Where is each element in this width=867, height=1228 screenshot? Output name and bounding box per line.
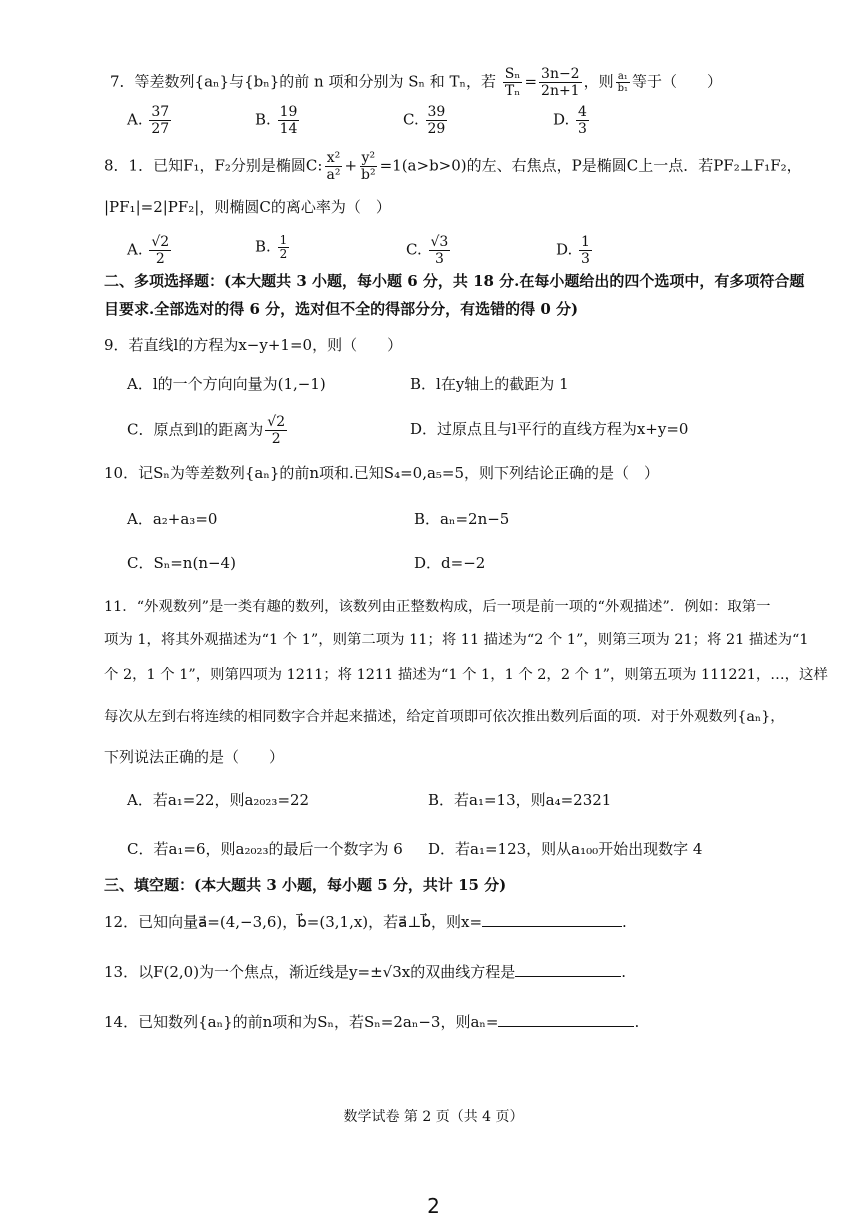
frac-den: 2 <box>279 247 288 261</box>
question-11-option-d: D．若a₁=123，则从a₁₀₀开始出现数字 4 <box>428 840 703 858</box>
answer-blank[interactable] <box>515 960 621 977</box>
question-8-line-1 <box>104 150 802 183</box>
frac-num: √2 <box>267 414 286 430</box>
question-14-text: 14．已知数列{aₙ}的前n项和为Sₙ，若Sₙ=2aₙ−3，则aₙ= <box>104 1013 499 1031</box>
question-12 <box>104 910 627 933</box>
section-2-heading-line-1: 二、多项选择题：(本大题共 3 小题，每小题 6 分，共 18 分.在每小题给出的四个选项中，有多项符合题 <box>104 272 805 290</box>
question-7-option-a <box>127 104 173 137</box>
option-fraction <box>265 414 287 447</box>
frac-den: a² <box>326 167 341 183</box>
frac-num: 39 <box>427 104 446 120</box>
frac-num: a₁ <box>617 71 628 82</box>
x-fraction <box>324 150 342 183</box>
question-10-option-d: D．d=−2 <box>414 554 486 572</box>
frac-num: x² <box>326 150 341 166</box>
question-10-option-a: A．a₂+a₃=0 <box>127 510 218 528</box>
frac-num: Sₙ <box>504 66 521 82</box>
y-fraction <box>359 150 378 183</box>
question-7-text: 7．等差数列{aₙ}与{bₙ}的前 n 项和分别为 Sₙ 和 Tₙ，若 <box>110 72 497 91</box>
option-fraction <box>426 104 448 137</box>
question-13 <box>104 960 626 983</box>
frac-den: 2 <box>155 251 165 267</box>
frac-num: y² <box>361 150 376 166</box>
question-9-option-d: D．过原点且与l平行的直线方程为x+y=0 <box>410 420 689 438</box>
page-footer: 数学试卷 第 2 页（共 4 页） <box>343 1109 524 1125</box>
frac-num: √3 <box>430 234 449 250</box>
frac-num: √2 <box>151 234 170 250</box>
question-11-option-c: C．若a₁=6，则a₂₀₂₃的最后一个数字为 6 <box>127 840 403 858</box>
question-8-option-a <box>127 234 173 267</box>
option-fraction <box>149 104 171 137</box>
option-fraction <box>278 104 300 137</box>
question-10-option-c: C．Sₙ=n(n−4) <box>127 554 236 572</box>
question-12-text: 12．已知向量a⃗=(4,−3,6)，b⃗=(3,1,x)，若a⃗⊥b⃗，则x= <box>104 913 483 931</box>
text-segment: C．原点到l的距离为 <box>127 420 264 439</box>
text-segment: ，则 <box>583 72 614 91</box>
frac-num: 4 <box>578 104 587 120</box>
question-7-option-b <box>255 104 301 137</box>
period: . <box>622 913 627 931</box>
frac-den: 3 <box>578 121 587 137</box>
page-number: 2 <box>427 1194 440 1218</box>
question-11-line-3: 个 2，1 个 1”，则第四项为 1211；将 1211 描述为“1 个 1，1 个 2，2 个 1”，则第五项为 111221，…，这样 <box>104 667 828 683</box>
option-fraction <box>149 234 171 267</box>
option-fraction <box>576 104 589 137</box>
question-11-option-b: B．若a₁=13，则a₄=2321 <box>428 791 612 809</box>
frac-den: 29 <box>427 121 446 137</box>
frac-den: 3 <box>581 251 590 267</box>
question-8-line-2: |PF₁|=2|PF₂|，则椭圆C的离心率为（ ） <box>104 198 391 216</box>
frac-den: 2n+1 <box>541 83 580 99</box>
period: . <box>621 963 627 981</box>
question-9-stem: 9．若直线l的方程为x−y+1=0，则（ ） <box>104 336 403 354</box>
frac-den: 2 <box>271 431 281 447</box>
option-fraction <box>579 234 592 267</box>
question-14 <box>104 1010 639 1033</box>
option-label: A. <box>127 240 143 259</box>
question-11-line-2: 项为 1，将其外观描述为“1 个 1”，则第二项为 11；将 11 描述为“2 个 1”，则第三项为 21；将 21 描述为“1 <box>104 632 809 648</box>
frac-den: Tₙ <box>504 83 521 99</box>
equals-sign: = <box>524 72 538 91</box>
option-label: B. <box>255 110 271 129</box>
text-segment: 等于（ ） <box>632 72 723 91</box>
question-7-stem <box>110 66 722 99</box>
question-10-option-b: B．aₙ=2n−5 <box>414 510 510 528</box>
plus-sign: + <box>344 156 358 175</box>
option-fraction <box>429 234 451 267</box>
frac-num: 19 <box>279 104 298 120</box>
question-9-option-c <box>127 414 289 447</box>
frac-den: 14 <box>279 121 298 137</box>
question-11-line-5: 下列说法正确的是（ ） <box>104 748 285 766</box>
question-9-option-b: B．l在y轴上的截距为 1 <box>410 375 569 393</box>
expr-fraction <box>539 66 582 99</box>
answer-blank[interactable] <box>482 910 622 927</box>
question-7-option-d <box>553 104 591 137</box>
answer-blank[interactable] <box>498 1010 634 1027</box>
frac-den: b₁ <box>617 83 629 94</box>
option-label: C. <box>406 240 422 259</box>
frac-den: 27 <box>151 121 170 137</box>
frac-num: 1 <box>279 233 288 247</box>
frac-den: 3 <box>434 251 444 267</box>
option-label: B. <box>255 237 271 256</box>
option-label: A. <box>127 110 143 129</box>
question-8-option-c <box>406 234 452 267</box>
option-fraction <box>278 234 290 261</box>
frac-num: 3n−2 <box>541 66 580 82</box>
question-13-text: 13．以F(2,0)为一个焦点，渐近线是y=±√3x的双曲线方程是 <box>104 963 516 981</box>
question-10-stem: 10．记Sₙ为等差数列{aₙ}的前n项和.已知S₄=0,a₅=5，则下列结论正确的是（ ） <box>104 464 660 482</box>
frac-num: 37 <box>151 104 170 120</box>
period: . <box>634 1013 640 1031</box>
frac-den: b² <box>361 167 376 183</box>
question-8-option-d <box>556 234 594 267</box>
question-7-option-c <box>403 104 449 137</box>
section-3-heading: 三、填空题：(本大题共 3 小题，每小题 5 分，共计 15 分) <box>104 876 507 894</box>
text-segment: =1(a>b>0)的左、右焦点，P是椭圆C上一点．若PF₂⊥F₁F₂， <box>379 156 802 175</box>
question-8-option-b <box>255 234 291 261</box>
question-11-line-4: 每次从左到右将连续的相同数字合并起来描述，给定首项即可依次推出数列后面的项．对于外观数列{aₙ}， <box>104 709 785 725</box>
ab-fraction <box>616 71 630 94</box>
question-11-line-1: 11．“外观数列”是一类有趣的数列，该数列由正整数构成，后一项是前一项的“外观描述”．例如：取第一 <box>104 599 771 615</box>
frac-num: 1 <box>581 234 590 250</box>
ratio-fraction <box>503 66 523 99</box>
text-segment: 8．1．已知F₁，F₂分别是椭圆C: <box>104 156 323 175</box>
option-label: D. <box>556 240 573 259</box>
option-label: D. <box>553 110 570 129</box>
question-9-option-a: A．l的一个方向向量为(1,−1) <box>127 375 326 393</box>
section-2-heading-line-2: 目要求.全部选对的得 6 分，选对但不全的得部分分，有选错的得 0 分) <box>104 300 579 318</box>
option-label: C. <box>403 110 419 129</box>
question-11-option-a: A．若a₁=22，则a₂₀₂₃=22 <box>127 791 310 809</box>
